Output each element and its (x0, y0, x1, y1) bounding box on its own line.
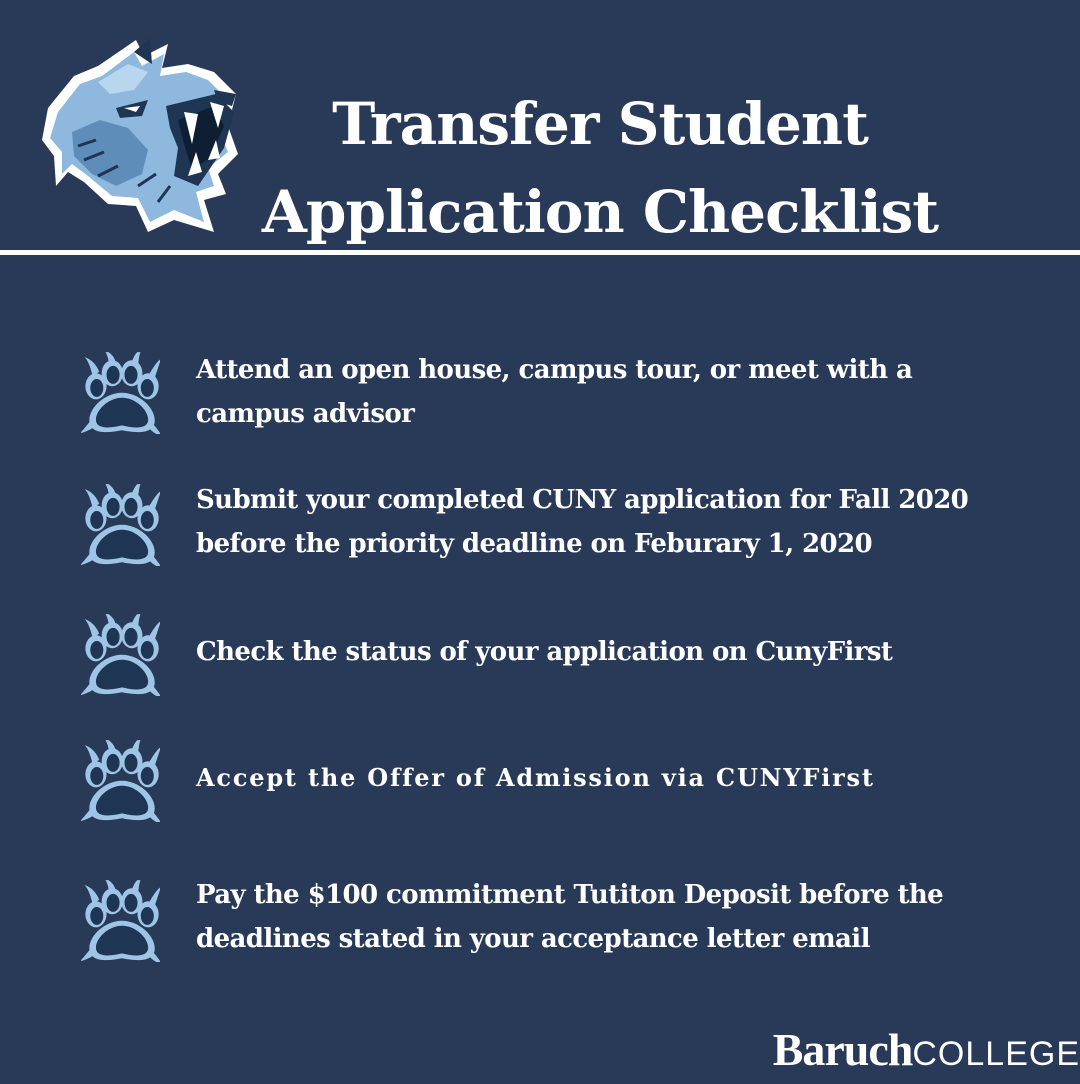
paw-print-icon (78, 346, 160, 434)
logo-wordmark-light: COLLEGE (912, 1035, 1080, 1073)
checklist-item-line-1: Check the status of your application on CunyFirst (196, 637, 893, 667)
paw-print-icon (78, 608, 160, 696)
checklist-item-line-2: before the priority deadline on Feburary 1, 2020 (196, 529, 873, 559)
checklist-item-line-2: campus advisor (196, 399, 415, 429)
paw-print-icon (78, 478, 160, 566)
checklist-item-line-2: deadlines stated in your acceptance letter email (196, 924, 870, 954)
checklist-item-text (196, 630, 1056, 674)
baruch-college-logo (773, 1020, 1080, 1080)
checklist-item-line-1: Submit your completed CUNY application for Fall 2020 (196, 485, 969, 515)
header-divider (0, 250, 1080, 255)
paw-print-icon (78, 734, 160, 822)
checklist-item-text (196, 756, 1056, 800)
header (0, 0, 1080, 250)
bearcat-mascot-icon (38, 36, 243, 236)
checklist-item-line-1: Attend an open house, campus tour, or meet with a (196, 355, 913, 385)
paw-print-icon (78, 874, 160, 962)
page-title (250, 80, 950, 256)
checklist-item-text (196, 348, 1056, 436)
logo-wordmark-bold: Baruch (772, 1024, 913, 1075)
checklist-item-text (196, 478, 1056, 566)
title-line-1: Transfer Student (332, 90, 868, 158)
checklist-item-line-1: Pay the $100 commitment Tutiton Deposit before the (196, 880, 944, 910)
checklist-item-text (196, 873, 1056, 961)
checklist-item-line-1: Accept the Offer of Admission via CUNYFirst (196, 763, 875, 792)
title-line-2: Application Checklist (261, 178, 939, 246)
